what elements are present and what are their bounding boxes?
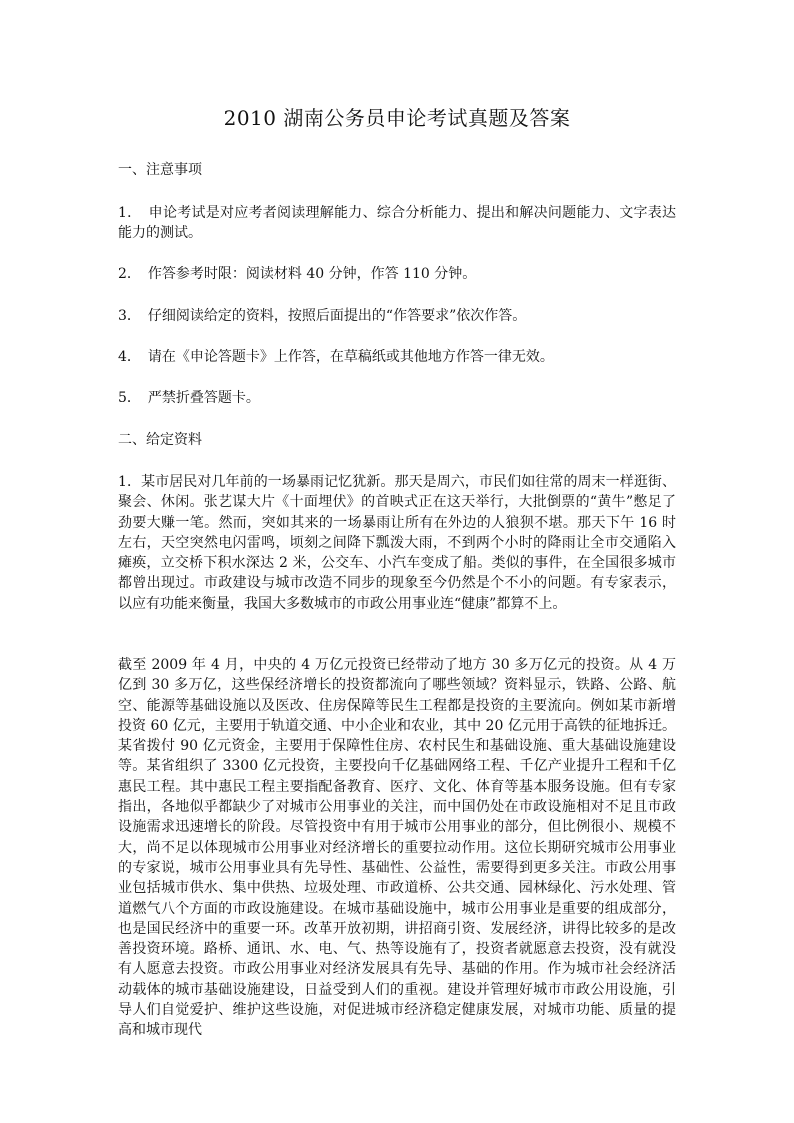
section-heading-notes: 一、注意事项 <box>118 162 202 178</box>
section-heading-materials: 二、给定资料 <box>118 432 202 448</box>
notes-item-3: 3． 仔细阅读给定的资料，按照后面提出的“作答要求”依次作答。 <box>118 308 527 324</box>
notes-item-4: 4． 请在《申论答题卡》上作答，在草稿纸或其他地方作答一律无效。 <box>118 349 554 365</box>
document-title: 2010 湖南公务员申论考试真题及答案 <box>223 106 571 130</box>
material-paragraph-1: 1．某市居民对几年前的一场暴雨记忆犹新。那天是周六，市民们如往常的周末一样逛街、聚会、休闲。张艺谋大片《十面埋伏》的首映式正在这天举行，大批倒票的“黄牛”憋足了劲要大赚一笔。然而，突如其来的一场暴雨让所有在外边的人狼狈不堪。那天下午 16 时左右，天空突然电闪雷鸣，顷刻之间降下瓢泼大雨，不到两个小时的降雨让全市交通陷入瘫痪，立交桥下积水深达 2 米，公交车、小汽车变成了船。类似的事件，在全国很多城市都曾出现过。市政建设与城市改造不同步的现象至今仍然是个不小的问题。有专家表示，以应有功能来衡量，我国大多数城市的市政公用事业连“健康”都算不上。 <box>118 474 676 612</box>
material-paragraph-2: 截至 2009 年 4 月，中央的 4 万亿元投资已经带动了地方 30 多万亿元的投资。从 4 万亿到 30 多万亿，这些保经济增长的投资都流向了哪些领域？资料显示，铁路、公路、航空、能源等基础设施以及医改、住房保障等民生工程都是投资的主要流向。例如某市新增投资 60 亿元，主要用于轨道交通、中小企业和农业，其中 20 亿元用于高铁的征地拆迁。某省拨付 90 亿元资金，主要用于保障性住房、农村民生和基础设施、重大基础设施建设等。某省组织了 3300 亿元投资，主要投向千亿基础网络工程、千亿产业提升工程和千亿惠民工程。其中惠民工程主要指配备教育、医疗、文化、体育等基本服务设施。但有专家指出，各地似乎都缺少了对城市公用事业的关注，而中国仍处在市政设施相对不足且市政设施需求迅速增长的阶段。尽管投资中有用于城市公用事业的部分，但比例很小、规模不大，尚不足以体现城市公用事业对经济增长的重要拉动作用。这位长期研究城市公用事业的专家说，城市公用事业具有先导性、基础性、公益性，需要得到更多关注。市政公用事业包括城市供水、集中供热、垃圾处理、市政道桥、公共交通、园林绿化、污水处理、管道燃气八个方面的市政设施建设。在城市基础设施中，城市公用事业是重要的组成部分，也是国民经济中的重要一环。改革开放初期，讲招商引资、发展经济，讲得比较多的是改善投资环境。路桥、通讯、水、电、气、热等设施有了，投资者就愿意去投资，没有就没有人愿意去投资。市政公用事业对经济发展具有先导、基础的作用。作为城市社会经济活动载体的城市基础设施建设，日益受到人们的重视。建设并管理好城市市政公用设施，引导人们自觉爱护、维护这些设施，对促进城市经济稳定健康发展，对城市功能、质量的提高和城市现代 <box>118 657 676 1039</box>
notes-item-5: 5． 严禁折叠答题卡。 <box>118 390 260 406</box>
notes-item-1: 1． 申论考试是对应考者阅读理解能力、综合分析能力、提出和解决问题能力、文字表达能力的测试。 <box>118 205 676 241</box>
notes-item-2: 2． 作答参考时限：阅读材料 40 分钟，作答 110 分钟。 <box>118 266 477 282</box>
